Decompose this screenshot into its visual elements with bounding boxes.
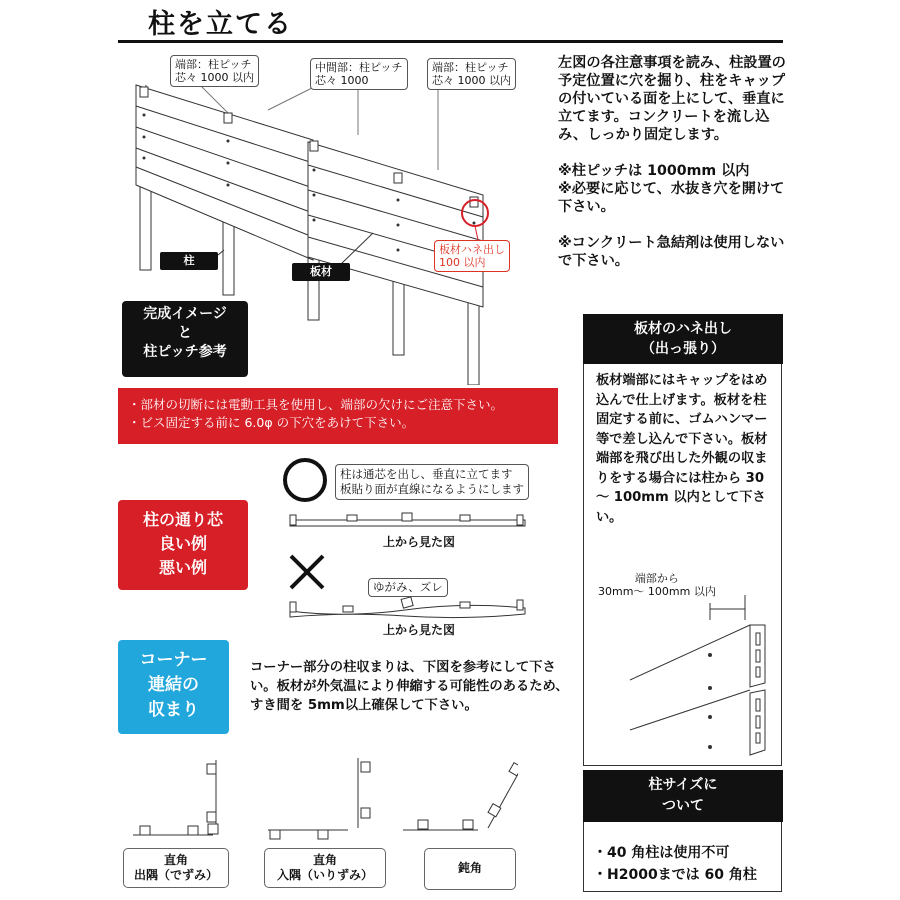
corner-caption-outside	[123, 848, 229, 888]
callout-line: 端部：柱ピッチ	[175, 58, 252, 71]
box-title-line: ついて	[662, 798, 704, 814]
overhang-text: 板材端部にはキャップをはめ込んで仕上げます。板材を柱固定する前に、ゴムハンマー等で差し込んで下さい。板材端部を飛び出した外観の収まりをする場合には柱から 30 ～ 100mm 以内として下さい。	[596, 373, 768, 525]
bad-example-icon	[287, 552, 327, 592]
box-title-line: 良い例	[158, 534, 207, 553]
list-item: ・40 角柱は使用不可	[593, 845, 730, 861]
intro-note: ※必要に応じて、水抜き穴を開けて下さい。	[558, 181, 785, 215]
overhang-box-text	[596, 371, 776, 527]
title-rule	[118, 40, 783, 43]
caption-line: 鈍角	[457, 861, 482, 875]
dim-line: 30mm～ 100mm 以内	[598, 585, 716, 598]
box-title-line: 柱サイズに	[648, 777, 718, 793]
post-label: 柱	[160, 252, 218, 270]
box-title-line: コーナー	[139, 650, 208, 670]
callout-line: 100 以内	[439, 256, 486, 269]
intro-text	[558, 54, 790, 288]
intro-para: 左図の各注意事項を読み、柱設置の予定位置に穴を掘り、柱をキャップの付いている面を上にして、垂直に立てます。コンクリートを流し込み、しっかり固定します。	[558, 55, 786, 143]
good-example-icon	[283, 458, 327, 502]
intro-note: ※コンクリート急結剤は使用しないで下さい。	[558, 235, 785, 269]
corner-text: コーナー部分の柱収まりは、下図を参考にして下さい。板材が外気温により伸縮する可能性のあるため、すき間を 5mm以上確保して下さい。	[250, 660, 569, 713]
page-title: 柱を立てる	[148, 9, 293, 40]
caption-line: 直角	[163, 853, 188, 867]
callout-line: 板材ハネ出し	[439, 243, 505, 256]
callout-end-left	[170, 55, 259, 87]
callout-end-right	[427, 58, 516, 90]
note-line: 板貼り面が直線になるようにします	[340, 482, 524, 496]
callout-line: 芯々 1000	[315, 74, 369, 87]
board-label: 板材	[292, 263, 350, 281]
note-line: と	[178, 325, 192, 341]
box-title-line: 連結の	[148, 675, 199, 695]
callout-line: 端部：柱ピッチ	[432, 61, 509, 74]
box-title-line: 板材のハネ出し	[634, 321, 732, 337]
callout-line: 芯々 1000 以内	[175, 71, 254, 84]
caption-line: 入隅（いりずみ）	[276, 868, 373, 882]
callout-middle	[310, 58, 408, 90]
corner-title-box	[118, 640, 229, 734]
bad-top-view	[285, 594, 535, 624]
corner-diagrams	[118, 750, 518, 845]
good-top-view	[285, 505, 535, 535]
box-title-line: 柱の通り芯	[142, 510, 223, 529]
box-title-line: 悪い例	[158, 558, 207, 577]
intro-note: ※柱ピッチは 1000mm 以内	[558, 163, 750, 179]
callout-line: 芯々 1000 以内	[432, 74, 511, 87]
note-line: 完成イメージ	[143, 306, 227, 322]
box-title-line: 収まり	[148, 700, 199, 720]
corner-caption-obtuse	[424, 848, 516, 890]
bad-example-note: ゆがみ、ズレ	[368, 578, 448, 597]
image-note-box	[122, 301, 248, 377]
warning-line: ・部材の切断には電動工具を使用し、端部の欠けにご注意下さい。	[128, 397, 504, 412]
alignment-title-box	[118, 500, 248, 590]
overhang-detail-drawing	[620, 595, 780, 760]
warning-line: ・ビス固定する前に 6.0φ の下穴をあけて下さい。	[128, 415, 415, 430]
good-example-note	[335, 464, 529, 500]
corner-caption-inside	[264, 848, 386, 888]
note-line: 柱ピッチ参考	[143, 344, 227, 360]
overhang-box-title	[583, 314, 783, 364]
dim-line: 端部から	[634, 572, 679, 585]
bad-view-caption: 上から見た図	[383, 623, 456, 637]
callout-line: 中間部：柱ピッチ	[315, 61, 403, 74]
caption-line: 出隅（でずみ）	[133, 868, 218, 882]
post-size-list	[593, 842, 757, 886]
box-title-line: （出っ張り）	[641, 341, 725, 357]
warning-banner	[118, 388, 558, 444]
good-view-caption: 上から見た図	[383, 535, 456, 549]
list-item: ・H2000までは 60 角柱	[593, 867, 757, 883]
post-size-title	[583, 770, 783, 822]
note-line: 柱は通芯を出し、垂直に立てます	[340, 467, 513, 481]
caption-line: 直角	[312, 853, 337, 867]
callout-overhang	[434, 240, 510, 272]
